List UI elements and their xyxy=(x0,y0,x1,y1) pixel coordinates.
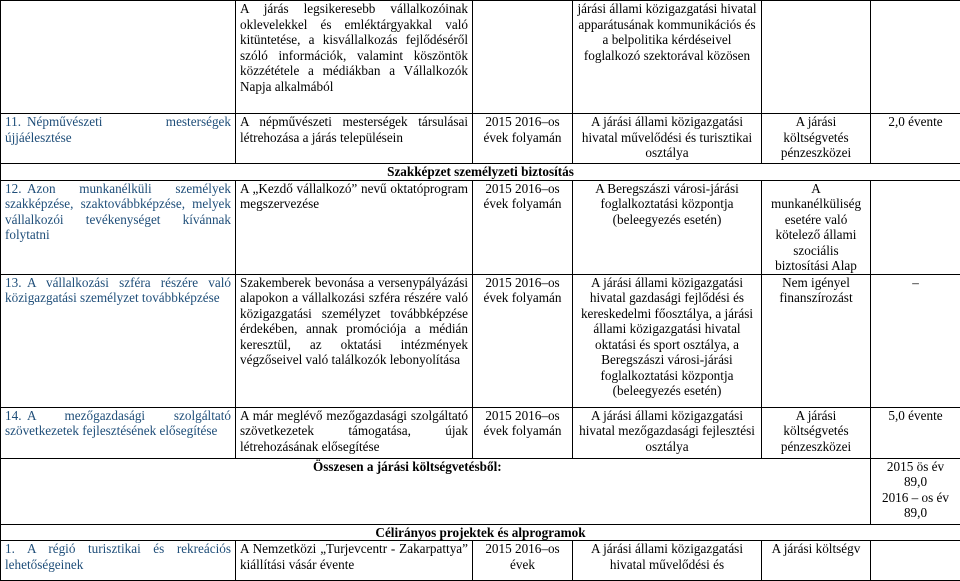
table-row xyxy=(1,114,960,164)
section-heading: Szakképzet személyzeti biztosítás xyxy=(1,164,960,181)
table-row-continuation xyxy=(1,1,960,114)
responsible-cell: A járási állami közigazgatási hivatal gazdasági fejlődési és kereskedelmi főosztálya, a járási állami közigazgatási hivatal oktatási és sport osztálya, a Beregszászi városi-járási foglalkoztatási központja (beleegyezés esetén) xyxy=(573,274,762,407)
row-title: Azon munkanélküli személyek szakképzése, szaktovábbképzése, melyek vállalkozói tevékenységet kívánnak folytatni xyxy=(5,181,231,243)
funding-cell: A járási költségv xyxy=(762,541,871,581)
funding-cell: A járási költségvetés pénzeszközei xyxy=(762,114,871,164)
total-amount-2015: 2015 ös év 89,0 xyxy=(875,459,956,490)
funding-cell: Nem igényel finanszírozást xyxy=(762,274,871,407)
responsible-cell: A Beregszászi városi-járási foglalkoztatási központja (beleegyezés esetén) xyxy=(573,180,762,274)
total-row xyxy=(1,458,960,524)
title-cell xyxy=(1,114,236,164)
period-cell: 2015 2016–os évek folyamán xyxy=(473,407,573,458)
section-row xyxy=(1,164,960,181)
responsible-cell: járási állami közigazgatási hivatal apparátusának kommunikációs és a belpolitika kérdéseivel foglalkozó szektorával közösen xyxy=(573,1,762,114)
period-cell: 2015 2016–os évek folyamán xyxy=(473,274,573,407)
section-row xyxy=(1,524,960,541)
row-number: 11. xyxy=(5,114,27,130)
description-cell: A „Kezdő vállalkozó” nevű oktatóprogram megszervezése xyxy=(236,180,473,274)
description-cell: A Nemzetközi „Turjevcentr - Zakarpattya” kiállítási vásár évente xyxy=(236,541,473,581)
title-cell xyxy=(1,407,236,458)
row-title: A vállalkozási szféra részére való közigazgatási személyzet továbbképzése xyxy=(5,275,231,306)
responsible-cell: A járási állami közigazgatási hivatal mezőgazdasági fejlesztési osztálya xyxy=(573,407,762,458)
amount-cell: 5,0 évente xyxy=(871,407,960,458)
funding-cell xyxy=(762,1,871,114)
title-cell xyxy=(1,180,236,274)
description-cell: A népművészeti mesterségek társulásai létrehozása a járás településein xyxy=(236,114,473,164)
description-cell: Szakemberek bevonása a versenypályázási alapokon a vállalkozási szféra részére való közigazgatási személyzet továbbképzése érdekében, annak promóciója a médián keresztül, az oktatási intézmények végzőseivel való találkozók lebonyolítása xyxy=(236,274,473,407)
row-number: 1. xyxy=(5,541,27,557)
table-row xyxy=(1,180,960,274)
row-title: A régió turisztikai és rekreációs lehetőségeinek xyxy=(5,541,231,572)
total-label: Összesen a járási költségvetésből: xyxy=(1,458,871,524)
description-cell: A járás legsikeresebb vállalkozóinak oklevelekkel és emléktárgyakkal való kitüntetése, a kisvállalkozás fejlődéséről szóló információk, valamint köszöntök közzététele a médiákban a Vállalkozók Napja alkalmából xyxy=(236,1,473,114)
responsible-cell: A járási állami közigazgatási hivatal művelődési és xyxy=(573,541,762,581)
total-amount-cell xyxy=(871,458,960,524)
row-number: 12. xyxy=(5,181,27,197)
table-row xyxy=(1,407,960,458)
responsible-cell: A járási állami közigazgatási hivatal művelődési és turisztikai osztálya xyxy=(573,114,762,164)
period-cell xyxy=(473,1,573,114)
amount-cell xyxy=(871,180,960,274)
period-cell: 2015 2016–os évek folyamán xyxy=(473,180,573,274)
period-cell: 2015 2016–os évek xyxy=(473,541,573,581)
funding-cell: A járási költségvetés pénzeszközei xyxy=(762,407,871,458)
row-number: 13. xyxy=(5,275,27,291)
amount-cell: – xyxy=(871,274,960,407)
row-title: A mezőgazdasági szolgáltató szövetkezetek fejlesztésének elősegítése xyxy=(5,408,231,439)
section-heading: Célirányos projektek és alprogramok xyxy=(1,524,960,541)
title-cell xyxy=(1,1,236,114)
description-cell: A már meglévő mezőgazdasági szolgáltató szövetkezetek támogatása, újak létrehozásának elősegítése xyxy=(236,407,473,458)
period-cell: 2015 2016–os évek folyamán xyxy=(473,114,573,164)
amount-cell xyxy=(871,1,960,114)
total-amount-2016: 2016 – os év 89,0 xyxy=(875,490,956,521)
amount-cell: 2,0 évente xyxy=(871,114,960,164)
funding-cell: A munkanélküliség esetére való kötelező állami szociális biztosítási Alap xyxy=(762,180,871,274)
row-number: 14. xyxy=(5,408,27,424)
row-title: Népművészeti mesterségek újjáélesztése xyxy=(5,114,231,145)
table-row xyxy=(1,274,960,407)
title-cell xyxy=(1,274,236,407)
